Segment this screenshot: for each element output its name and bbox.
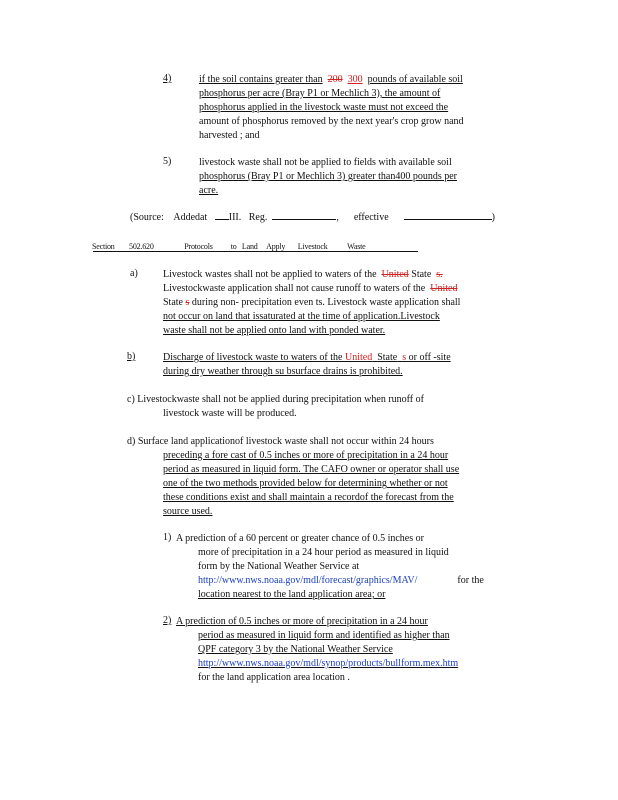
- para-d-line1: d) Surface land applicationof livestock waste shall not occur within 24 hours: [127, 436, 434, 447]
- item-4-number: 4): [163, 73, 172, 84]
- item-4-line2: phosphorus per acre (Bray P1 or Mechlich 3), the amount of: [199, 88, 441, 99]
- sub-1-number: 1): [163, 532, 172, 543]
- sub-2: [176, 615, 458, 685]
- sub-2-line1: A prediction of 0.5 inches or more of precipitation in a 24 hour: [176, 616, 428, 627]
- deleted-text: United: [430, 283, 458, 294]
- blank-line: [404, 219, 492, 220]
- source-regnum: III.: [228, 212, 242, 223]
- source-label: (Source:: [130, 212, 164, 223]
- para-a-label: a): [130, 268, 138, 279]
- para-b-line1: Discharge of livestock waste to waters of the: [163, 352, 343, 363]
- item-4-line1a: if the soil contains greater than: [199, 74, 323, 85]
- section-title-word: to: [230, 242, 237, 251]
- section-label: Section: [92, 242, 115, 251]
- item-5-line3: acre.: [199, 185, 219, 196]
- item-4-line5: harvested ; and: [199, 130, 260, 141]
- para-c: [127, 393, 424, 421]
- para-d-line3: period as measured in liquid form. The CAFO owner or operator shall use: [163, 464, 460, 475]
- para-a-line5: waste shall not be applied onto land with ponded water.: [163, 325, 386, 336]
- para-a-line3a: State: [163, 297, 183, 308]
- para-b-line1b: State: [377, 352, 398, 363]
- para-a-line2: Livestockwaste application shall not cause runoff to waters of the: [163, 283, 426, 294]
- sub-1-line1: A prediction of a 60 percent or greater chance of 0.5 inches or: [176, 533, 424, 544]
- sub-2-number: 2): [163, 615, 172, 626]
- para-c-line2: livestock waste will be produced.: [163, 408, 297, 419]
- para-d-line6: source used.: [163, 506, 213, 517]
- sub-1-line2: more of precipitation in a 24 hour period as measured in liquid: [198, 547, 449, 558]
- para-d-line2: preceding a fore cast of 0.5 inches or more of precipitation in a 24 hour: [163, 450, 449, 461]
- source-comma: ,: [336, 212, 339, 223]
- bulletin-link[interactable]: http://www.nws.noaa.gov/mdl/synop/products/bullform.mex.htm: [198, 658, 459, 669]
- sub-2-line3: QPF category 3 by the National Weather Service: [198, 644, 393, 655]
- item-5-number: 5): [163, 156, 172, 167]
- forecast-link[interactable]: http://www.nws.noaa.gov/mdl/forecast/graphics/MAV/: [198, 575, 418, 586]
- source-effective: effective: [353, 212, 389, 223]
- sub-1-line3: form by the National Weather Service at: [198, 561, 360, 572]
- deleted-text: s: [185, 297, 190, 308]
- para-b-line1c: or off -site: [408, 352, 451, 363]
- para-a-line1b: State: [411, 269, 432, 280]
- sub-1-line5: location nearest to the land application area; or: [198, 589, 386, 600]
- para-a-line3b: during non- precipitation even ts. Livestock waste application shall: [191, 297, 461, 308]
- item-5-line2: phosphorus (Bray P1 or Mechlich 3) greater than400 pounds per: [199, 171, 457, 182]
- item-4-line3: phosphorus applied in the livestock waste must not exceed the: [199, 102, 449, 113]
- para-c-line1: c) Livestockwaste shall not be applied during precipitation when runoff of: [127, 394, 424, 405]
- blank-line: [272, 219, 336, 220]
- section-number: 502.620: [129, 242, 154, 251]
- sub-1: [176, 532, 484, 602]
- blank-line: [215, 219, 229, 220]
- para-b-line2: during dry weather through su bsurface drains is prohibited.: [163, 366, 403, 377]
- source-note: [130, 211, 495, 225]
- section-title-word: Land: [241, 242, 258, 251]
- para-a-line1: Livestock wastes shall not be applied to waters of the: [163, 269, 377, 280]
- source-reg: Reg.: [248, 212, 268, 223]
- item-4-line4: amount of phosphorus removed by the next year's crop grow nand: [199, 116, 464, 127]
- section-title-word: Livestock: [297, 242, 328, 251]
- section-title-word: Apply: [266, 242, 286, 251]
- source-close: ): [491, 212, 495, 223]
- deleted-text: United: [381, 269, 409, 280]
- para-b: [163, 351, 451, 379]
- section-heading-rule: [93, 251, 418, 252]
- section-title-word: Waste: [347, 242, 366, 251]
- source-added: Addedat: [173, 212, 208, 223]
- section-title-word: Protocols: [184, 242, 213, 251]
- deleted-value: 200: [327, 74, 343, 85]
- item-5-line1: livestock waste shall not be applied to fields with available soil: [199, 157, 452, 168]
- item-4-line1b: pounds of available soil: [367, 74, 463, 85]
- para-d: [127, 435, 459, 519]
- para-b-label: b): [127, 351, 136, 362]
- item-5: [199, 156, 457, 198]
- sub-2-line2: period as measured in liquid form and identified as higher than: [198, 630, 450, 641]
- sub-2-line5: for the land application area location .: [198, 672, 350, 683]
- para-d-line5: these conditions exist and shall maintain a recordof the forecast from the: [163, 492, 454, 503]
- inserted-text: s: [402, 352, 407, 363]
- para-a-line4: not occur on land that issaturated at the time of application.Livestock: [163, 311, 440, 322]
- inserted-value: 300: [347, 74, 363, 85]
- deleted-text: s.: [436, 269, 443, 280]
- item-4: [199, 73, 464, 143]
- sub-1-line4b: for the: [457, 575, 484, 586]
- para-d-line4: one of the two methods provided below for determining whether or not: [163, 478, 448, 489]
- inserted-text: United: [344, 352, 373, 363]
- para-a: [163, 268, 460, 338]
